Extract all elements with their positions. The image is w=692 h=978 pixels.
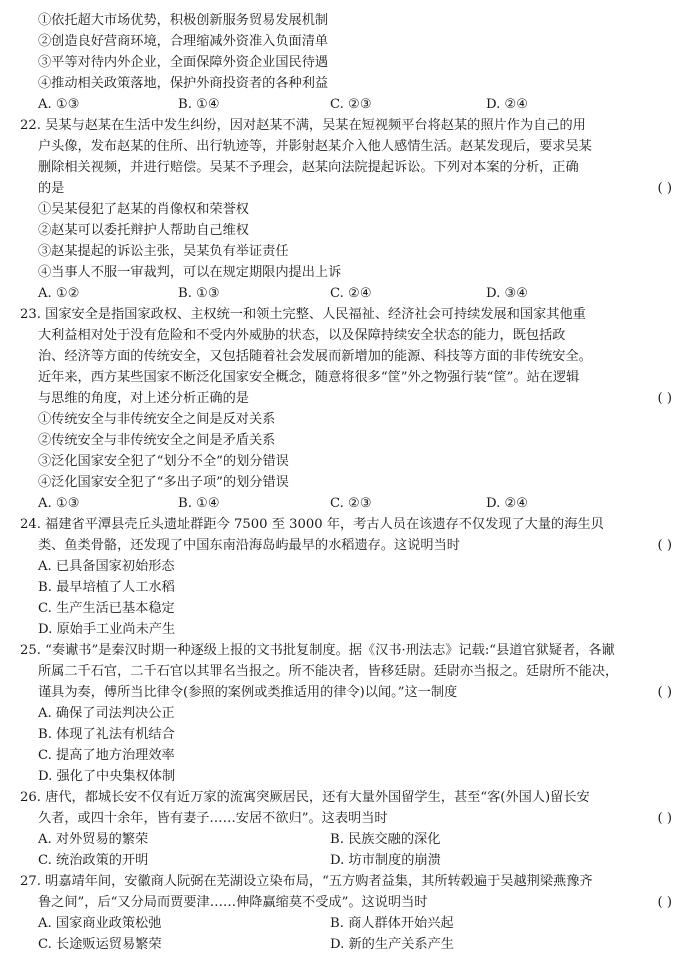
q21-item-2: ②创造良好营商环境，合理缩减外资准入负面清单 — [38, 33, 329, 49]
q24-option-b: B. 最早培植了人工水稻 — [38, 579, 175, 595]
q23-option-d: D. ②④ — [486, 495, 529, 511]
q23-option-a: A. ①③ — [38, 495, 80, 511]
q24-stem-2: 类、鱼类骨骼，还发现了中国东南沿海岛屿最早的水稻遗存。这说明当时 — [38, 537, 460, 553]
q25-answer-paren: ( ) — [657, 684, 672, 700]
q21-item-1: ①依托超大市场优势，积极创新服务贸易发展机制 — [38, 12, 329, 28]
q22-item-2: ②赵某可以委托辩护人帮助自己维权 — [38, 222, 249, 238]
q21-option-b: B. ①④ — [178, 96, 220, 112]
q23-item-2: ②传统安全与非传统安全之间是矛盾关系 — [38, 432, 276, 448]
q25-option-b: B. 体现了礼法有机结合 — [38, 726, 175, 742]
q26-option-a: A. 对外贸易的繁荣 — [38, 832, 149, 848]
q27-option-b: B. 商人群体开始兴起 — [330, 916, 454, 932]
q23-stem-4: 近年来，西方某些国家不断泛化国家安全概念，随意将很多“筐”外之物强行装“筐”。站在逻辑 — [38, 369, 580, 385]
q22-item-4: ④当事人不服一审裁判，可以在规定期限内提出上诉 — [38, 264, 342, 280]
q23-stem-5: 与思维的角度，对上述分析正确的是 — [38, 390, 249, 406]
q27-answer-paren: ( ) — [657, 895, 672, 911]
q24-option-c: C. 生产生活已基本稳定 — [38, 600, 175, 616]
q23-item-1: ①传统安全与非传统安全之间是反对关系 — [38, 411, 276, 427]
q22-stem-1: 22. 吴某与赵某在生活中发生纠纷，因对赵某不满，吴某在短视频平台将赵某的照片作为自己的用 — [20, 117, 586, 133]
q23-option-b: B. ①④ — [178, 495, 220, 511]
q27-option-c: C. 长途贩运贸易繁荣 — [38, 937, 162, 953]
q23-option-c: C. ②③ — [330, 495, 372, 511]
q22-item-1: ①吴某侵犯了赵某的肖像权和荣誉权 — [38, 201, 249, 217]
q25-stem-1: 25. “奏谳书”是秦汉时期一种逐级上报的文书批复制度。据《汉书·刑法志》记载:“县道官狱疑者，各谳 — [20, 642, 615, 658]
q24-stem-1: 24. 福建省平潭县壳丘头遗址群距今 7500 至 3000 年，考古人员在该遗存不仅发现了大量的海生贝 — [20, 516, 604, 532]
q21-option-a: A. ①③ — [38, 96, 80, 112]
q21-item-4: ④推动相关政策落地，保护外商投资者的各种利益 — [38, 75, 329, 91]
q21-option-c: C. ②③ — [330, 96, 372, 112]
q26-answer-paren: ( ) — [657, 811, 672, 827]
q25-option-a: A. 确保了司法判决公正 — [38, 705, 175, 721]
q22-stem-3: 删除相关视频，并进行赔偿。吴某不予理会，赵某向法院提起诉讼。下列对本案的分析，正确 — [38, 159, 579, 175]
q27-option-d: D. 新的生产关系产生 — [330, 937, 454, 953]
q22-stem-2: 户头像，发布赵某的住所、出行轨迹等，并影射赵某介入他人感情生活。赵某发现后，要求吴某 — [38, 138, 592, 154]
q26-option-b: B. 民族交融的深化 — [330, 832, 441, 848]
q24-answer-paren: ( ) — [657, 537, 672, 553]
q26-stem-2: 久者，或四十余年，皆有妻子……安居不欲归”。这表明当时 — [38, 811, 388, 827]
q25-option-d: D. 强化了中央集权体制 — [38, 769, 176, 784]
q23-stem-3: 治、经济等方面的传统安全，又包括随着社会发展而新增加的能源、科技等方面的非传统安全。 — [38, 348, 592, 364]
q23-stem-2: 大利益相对处于没有危险和不受内外威胁的状态，以及保障持续安全状态的能力，既包括政 — [38, 327, 566, 343]
q22-item-3: ③赵某提起的诉讼主张，吴某负有举证责任 — [38, 243, 289, 259]
q25-stem-3: 谨具为奏，傅所当比律令(参照的案例或类推适用的律令)以闻。”这一制度 — [38, 684, 458, 700]
q22-option-c: C. ②④ — [330, 285, 372, 301]
q22-option-d: D. ③④ — [486, 285, 529, 301]
q23-answer-paren: ( ) — [657, 390, 672, 406]
q23-item-3: ③泛化国家安全犯了“划分不全”的划分错误 — [38, 453, 289, 469]
q27-option-a: A. 国家商业政策松弛 — [38, 916, 162, 932]
q22-stem-4: 的是 — [38, 180, 65, 196]
q22-option-a: A. ①② — [38, 285, 80, 301]
q27-stem-1: 27. 明嘉靖年间，安徽商人阮弼在芜湖设立染布局，“五方购者益集，其所转毂遍于吴越荆梁燕豫齐 — [20, 874, 593, 890]
q26-option-d: D. 坊市制度的崩溃 — [330, 853, 441, 869]
q23-stem-1: 23. 国家安全是指国家政权、主权统一和领土完整、人民福祉、经济社会可持续发展和国家其他重 — [20, 306, 586, 322]
q25-option-c: C. 提高了地方治理效率 — [38, 747, 175, 763]
q27-stem-2: 鲁之间”，后“又分局而贾要津……伸降赢缩莫不受成”。这说明当时 — [38, 895, 428, 911]
q23-item-4: ④泛化国家安全犯了“多出子项”的划分错误 — [38, 474, 289, 490]
q21-option-d: D. ②④ — [486, 96, 529, 112]
q24-option-d: D. 原始手工业尚未产生 — [38, 621, 176, 637]
q22-answer-paren: ( ) — [657, 180, 672, 196]
q22-option-b: B. ①③ — [178, 285, 220, 301]
q26-stem-1: 26. 唐代，都城长安不仅有近万家的流寓突厥居民，还有大量外国留学生，甚至“客(外国人)留长安 — [20, 790, 590, 805]
q24-option-a: A. 已具备国家初始形态 — [38, 558, 175, 574]
q21-item-3: ③平等对待内外企业，全面保障外资企业国民待遇 — [38, 54, 329, 70]
q26-option-c: C. 统治政策的开明 — [38, 853, 149, 869]
q25-stem-2: 所属二千石官，二千石官以其罪名当报之。所不能决者，皆移廷尉。廷尉亦当报之。廷尉所不能决， — [38, 663, 619, 679]
